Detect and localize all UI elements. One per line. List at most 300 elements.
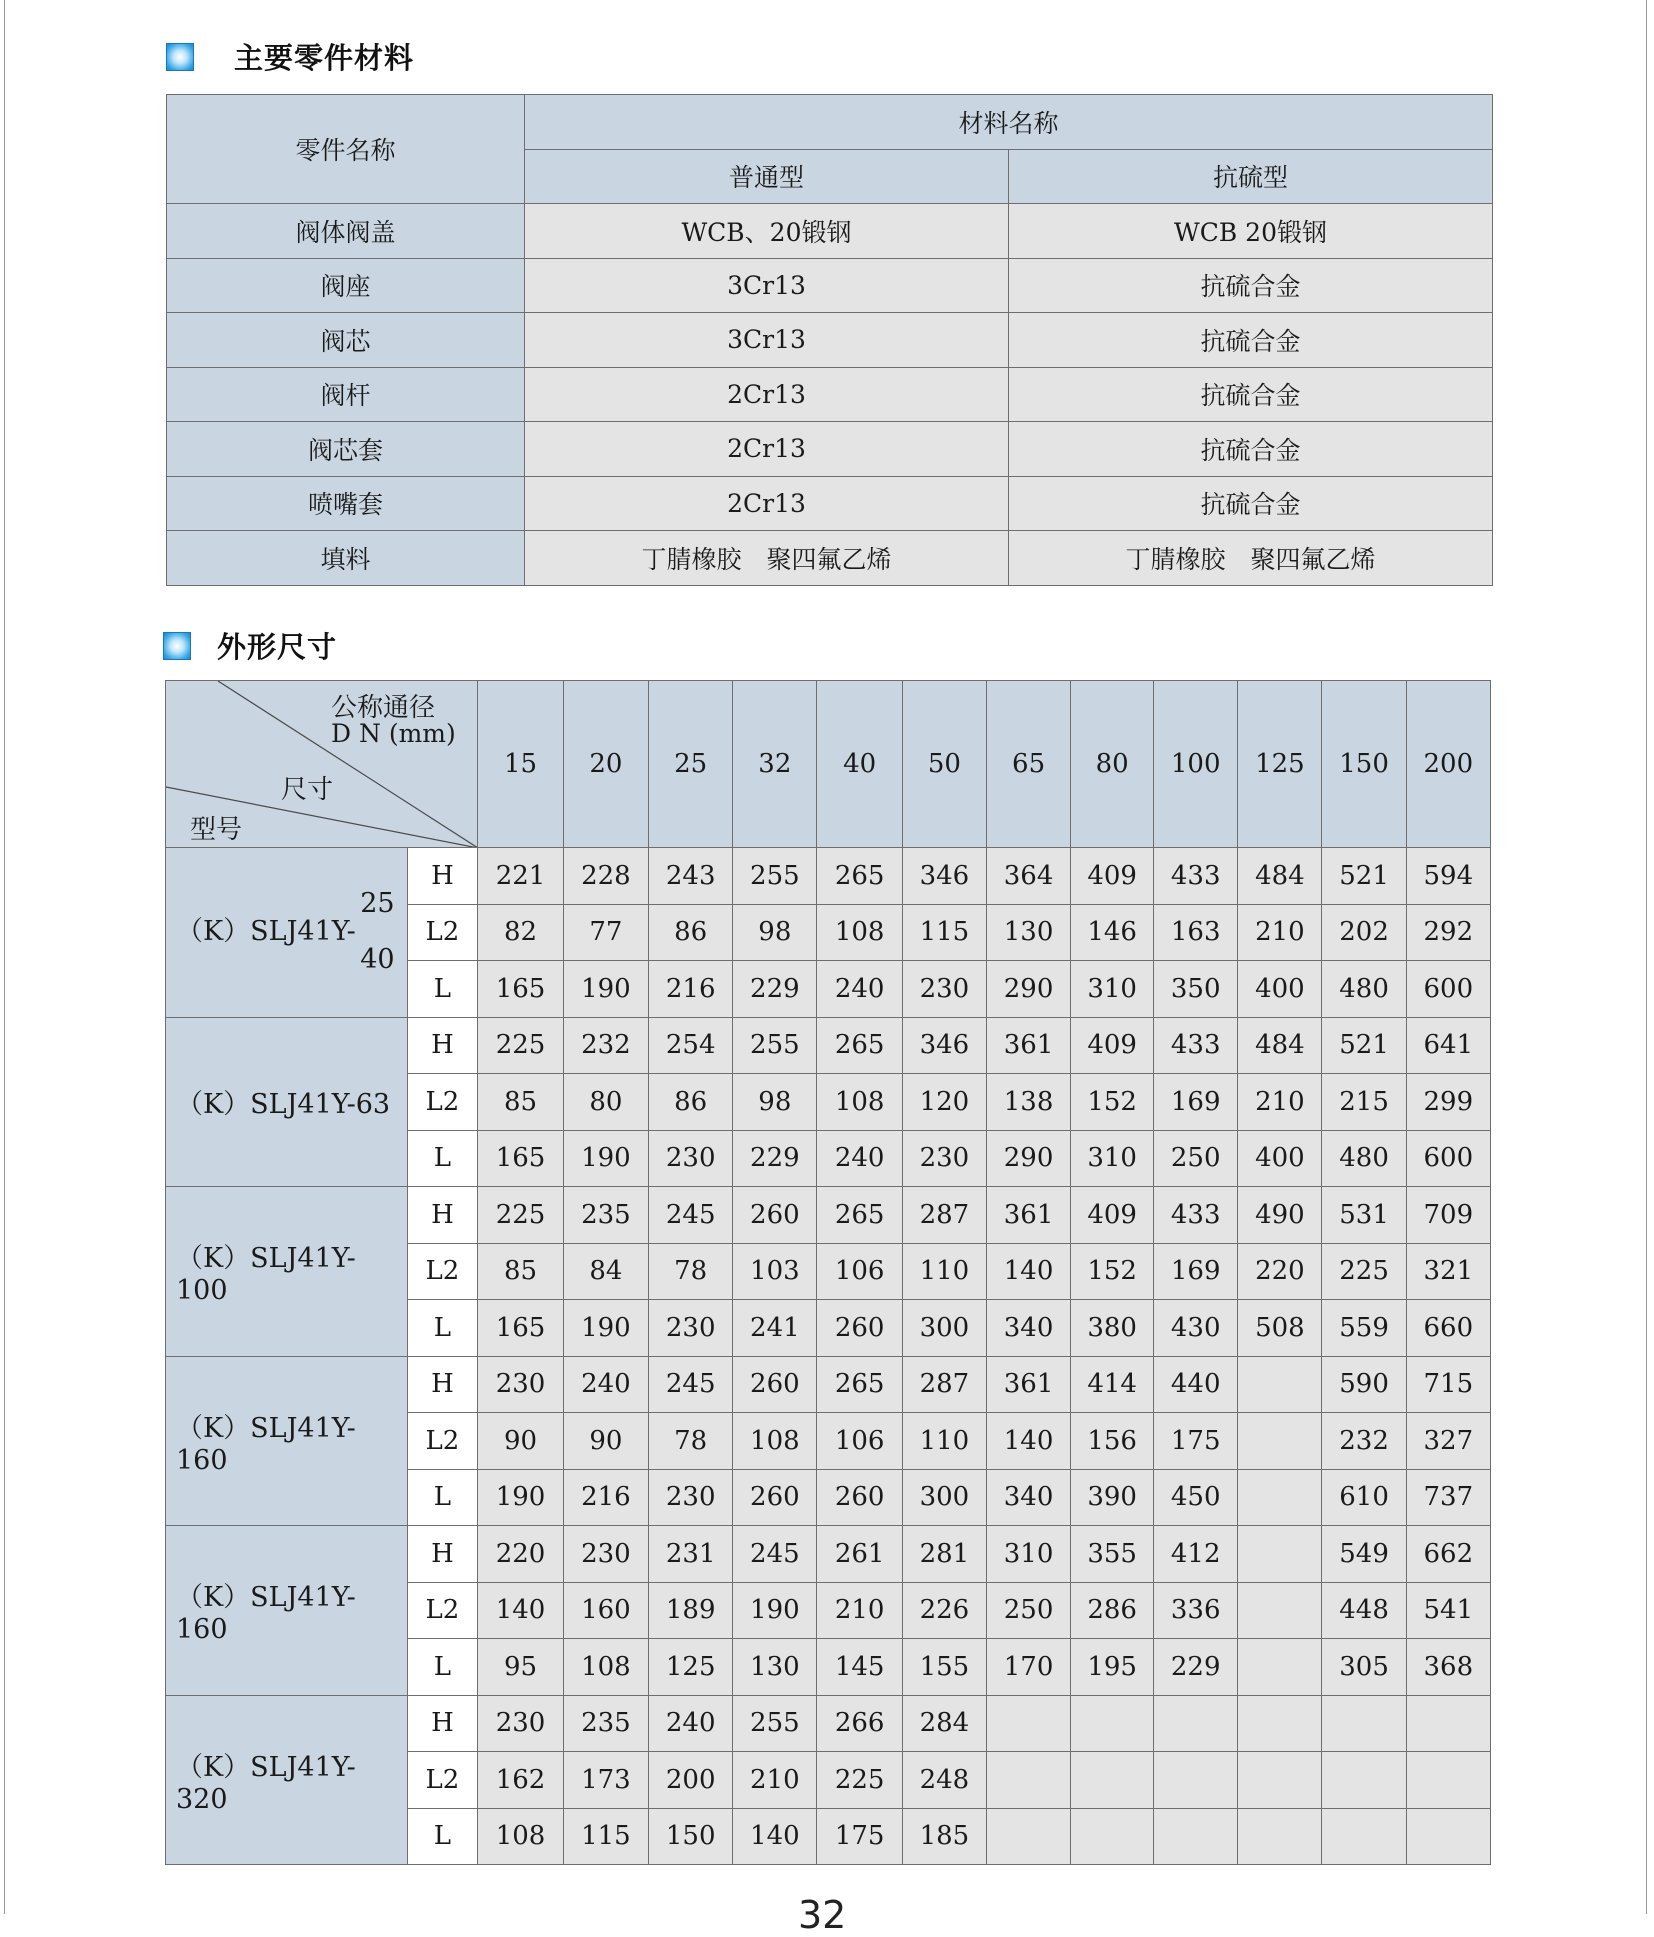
dimension-value-cell: 106: [817, 1413, 902, 1470]
dimension-value-cell: 531: [1322, 1187, 1406, 1244]
material-part-cell: 阀芯: [167, 313, 525, 368]
material-part-cell: 阀座: [167, 258, 525, 313]
model-text-part: 40: [360, 944, 395, 976]
dimension-value-cell: 412: [1154, 1526, 1238, 1583]
dimension-value-cell: 80: [563, 1074, 648, 1131]
dimension-value-cell: 243: [649, 848, 733, 905]
dimension-value-cell: [1238, 1808, 1322, 1865]
header-sulfur-type: 抗硫型: [1009, 149, 1493, 204]
dimension-value-cell: 202: [1322, 904, 1406, 961]
dimension-value-cell: 221: [478, 848, 563, 905]
dimension-label-cell: L2: [407, 1413, 478, 1470]
dimension-value-cell: 299: [1406, 1074, 1490, 1131]
material-part-cell: 阀芯套: [167, 422, 525, 477]
dimension-value-cell: [1154, 1808, 1238, 1865]
dimension-value-cell: 600: [1406, 961, 1490, 1018]
dimension-value-cell: 90: [478, 1413, 563, 1470]
dimension-label-cell: L2: [407, 904, 478, 961]
dimension-value-cell: 145: [817, 1639, 902, 1696]
dimension-value-cell: 400: [1238, 961, 1322, 1018]
material-row: [167, 258, 1493, 313]
dimension-value-cell: 261: [817, 1526, 902, 1583]
dimension-value-cell: 240: [817, 961, 902, 1018]
dimension-value-cell: 86: [649, 904, 733, 961]
dn-header-cell: 150: [1322, 681, 1406, 848]
dimension-value-cell: [1238, 1526, 1322, 1583]
dimension-value-cell: 130: [987, 904, 1071, 961]
material-normal-cell: 2Cr13: [525, 476, 1009, 531]
dimension-value-cell: 175: [817, 1808, 902, 1865]
dimension-value-cell: 300: [902, 1300, 986, 1357]
material-normal-cell: 3Cr13: [525, 258, 1009, 313]
dimension-label-cell: H: [407, 848, 478, 905]
dimension-value-cell: 156: [1071, 1413, 1154, 1470]
material-sulfur-cell: 抗硫合金: [1009, 422, 1493, 477]
material-part-cell: 阀杆: [167, 367, 525, 422]
dimension-value-cell: 120: [902, 1074, 986, 1131]
dimension-value-cell: 255: [733, 1017, 817, 1074]
dimension-value-cell: 433: [1154, 848, 1238, 905]
section-square-icon: [163, 632, 191, 660]
dimension-value-cell: 78: [649, 1243, 733, 1300]
dimension-label-cell: L: [407, 1130, 478, 1187]
dimension-label-cell: L: [407, 1808, 478, 1865]
dimension-value-cell: [1238, 1695, 1322, 1752]
dimension-label-cell: L: [407, 1469, 478, 1526]
dimension-value-cell: 108: [817, 904, 902, 961]
dimension-value-cell: 216: [649, 961, 733, 1018]
dimension-value-cell: 210: [1238, 904, 1322, 961]
dimension-value-cell: 265: [817, 1187, 902, 1244]
dimension-value-cell: [1238, 1752, 1322, 1809]
dimension-value-cell: [1154, 1695, 1238, 1752]
dimension-value-cell: 361: [987, 1017, 1071, 1074]
dimension-value-cell: 216: [563, 1469, 648, 1526]
dn-header-cell: 65: [987, 681, 1071, 848]
dimension-value-cell: 190: [563, 1300, 648, 1357]
dimensions-table: [165, 680, 1491, 1865]
dimension-value-cell: 115: [563, 1808, 648, 1865]
material-row: [167, 204, 1493, 259]
dn-header-cell: 15: [478, 681, 563, 848]
dimension-value-cell: 106: [817, 1243, 902, 1300]
dimension-label-cell: L2: [407, 1074, 478, 1131]
dn-header-cell: 200: [1406, 681, 1490, 848]
dn-header-cell: 32: [733, 681, 817, 848]
dimension-value-cell: 140: [987, 1413, 1071, 1470]
dimension-value-cell: 255: [733, 1695, 817, 1752]
dimension-value-cell: 108: [817, 1074, 902, 1131]
dimension-value-cell: [1238, 1469, 1322, 1526]
dimension-value-cell: 641: [1406, 1017, 1490, 1074]
dimension-value-cell: 245: [649, 1356, 733, 1413]
materials-section-header: [166, 36, 414, 77]
dimension-value-cell: 709: [1406, 1187, 1490, 1244]
material-part-cell: 阀体阀盖: [167, 204, 525, 259]
dimension-value-cell: 450: [1154, 1469, 1238, 1526]
dimension-value-cell: 190: [733, 1582, 817, 1639]
dimension-value-cell: 286: [1071, 1582, 1154, 1639]
material-normal-cell: 2Cr13: [525, 422, 1009, 477]
dimension-value-cell: 160: [563, 1582, 648, 1639]
dimension-label-cell: L: [407, 1639, 478, 1696]
dimension-value-cell: 260: [733, 1469, 817, 1526]
material-sulfur-cell: WCB 20锻钢: [1009, 204, 1493, 259]
dimension-value-cell: 230: [563, 1526, 648, 1583]
dimension-value-cell: 210: [817, 1582, 902, 1639]
dimension-label-cell: L2: [407, 1243, 478, 1300]
dimension-value-cell: [1071, 1695, 1154, 1752]
dimension-value-cell: 82: [478, 904, 563, 961]
dn-header-cell: 80: [1071, 681, 1154, 848]
dimension-value-cell: 230: [478, 1695, 563, 1752]
dimension-value-cell: 290: [987, 961, 1071, 1018]
dimension-value-cell: 231: [649, 1526, 733, 1583]
dimension-value-cell: 165: [478, 1130, 563, 1187]
dimension-value-cell: 229: [1154, 1639, 1238, 1696]
dimension-label-cell: L2: [407, 1582, 478, 1639]
dimension-value-cell: 355: [1071, 1526, 1154, 1583]
corner-dn-unit: D N (mm): [331, 719, 456, 748]
dimension-value-cell: 162: [478, 1752, 563, 1809]
dimension-value-cell: 260: [817, 1469, 902, 1526]
dimension-label-cell: L: [407, 1300, 478, 1357]
dimension-value-cell: [1238, 1582, 1322, 1639]
dimension-value-cell: 368: [1406, 1639, 1490, 1696]
dimension-value-cell: 340: [987, 1300, 1071, 1357]
dimension-value-cell: 230: [649, 1130, 733, 1187]
dimension-value-cell: 230: [902, 1130, 986, 1187]
dimension-value-cell: 409: [1071, 1187, 1154, 1244]
dimension-value-cell: 241: [733, 1300, 817, 1357]
dn-header-cell: 50: [902, 681, 986, 848]
material-sulfur-cell: 抗硫合金: [1009, 367, 1493, 422]
dimension-value-cell: 715: [1406, 1356, 1490, 1413]
dimension-label-cell: H: [407, 1017, 478, 1074]
dimension-value-cell: 250: [987, 1582, 1071, 1639]
materials-table: [166, 94, 1493, 586]
dimension-value-cell: 390: [1071, 1469, 1154, 1526]
dimension-label-cell: L2: [407, 1752, 478, 1809]
dimension-value-cell: 266: [817, 1695, 902, 1752]
dimension-value-cell: 125: [649, 1639, 733, 1696]
material-row: [167, 313, 1493, 368]
dimension-value-cell: 190: [563, 961, 648, 1018]
dimension-value-cell: 549: [1322, 1526, 1406, 1583]
dimension-value-cell: 169: [1154, 1074, 1238, 1131]
section-square-icon: [166, 43, 194, 71]
dimension-value-cell: 108: [478, 1808, 563, 1865]
dimension-value-cell: 245: [649, 1187, 733, 1244]
dimension-value-cell: 336: [1154, 1582, 1238, 1639]
dimension-value-cell: 433: [1154, 1187, 1238, 1244]
dimension-value-cell: 340: [987, 1469, 1071, 1526]
dimension-value-cell: 235: [563, 1695, 648, 1752]
material-normal-cell: 2Cr13: [525, 367, 1009, 422]
dimension-value-cell: 189: [649, 1582, 733, 1639]
dimension-value-cell: 284: [902, 1695, 986, 1752]
dimension-value-cell: 229: [733, 1130, 817, 1187]
dimension-value-cell: 541: [1406, 1582, 1490, 1639]
dimension-value-cell: 210: [1238, 1074, 1322, 1131]
header-normal-type: 普通型: [525, 149, 1009, 204]
dimension-value-cell: 480: [1322, 1130, 1406, 1187]
dimension-value-cell: 226: [902, 1582, 986, 1639]
dimension-value-cell: [1071, 1752, 1154, 1809]
dimension-value-cell: 150: [649, 1808, 733, 1865]
dn-header-cell: 100: [1154, 681, 1238, 848]
dimension-value-cell: 77: [563, 904, 648, 961]
material-sulfur-cell: 抗硫合金: [1009, 476, 1493, 531]
model-cell: （K）SLJ41Y-100: [166, 1187, 408, 1357]
dimension-value-cell: 146: [1071, 904, 1154, 961]
model-cell: （K）SLJ41Y-63: [166, 1017, 408, 1187]
dimension-value-cell: 98: [733, 1074, 817, 1131]
dimension-value-cell: 254: [649, 1017, 733, 1074]
dimension-row: [166, 1187, 1491, 1244]
dimension-value-cell: 225: [478, 1187, 563, 1244]
dimension-value-cell: 152: [1071, 1243, 1154, 1300]
dimension-value-cell: [1406, 1752, 1490, 1809]
dn-header-cell: 125: [1238, 681, 1322, 848]
dimension-value-cell: [1322, 1752, 1406, 1809]
dimension-value-cell: [1406, 1808, 1490, 1865]
dimension-value-cell: [987, 1752, 1071, 1809]
dimension-value-cell: 228: [563, 848, 648, 905]
material-part-cell: 喷嘴套: [167, 476, 525, 531]
dimension-value-cell: 414: [1071, 1356, 1154, 1413]
dimension-value-cell: 169: [1154, 1243, 1238, 1300]
dimension-value-cell: 215: [1322, 1074, 1406, 1131]
dimension-value-cell: 364: [987, 848, 1071, 905]
dimension-value-cell: 175: [1154, 1413, 1238, 1470]
dimension-value-cell: 185: [902, 1808, 986, 1865]
page-number: 32: [798, 1893, 847, 1937]
dimension-value-cell: 200: [649, 1752, 733, 1809]
dimension-value-cell: 508: [1238, 1300, 1322, 1357]
dn-header-cell: 25: [649, 681, 733, 848]
dn-header-cell: 20: [563, 681, 648, 848]
dimension-value-cell: 155: [902, 1639, 986, 1696]
material-row: [167, 367, 1493, 422]
dimension-value-cell: 361: [987, 1356, 1071, 1413]
dimension-value-cell: 281: [902, 1526, 986, 1583]
dimension-value-cell: 310: [1071, 961, 1154, 1018]
dimension-value-cell: 210: [733, 1752, 817, 1809]
dimension-value-cell: 448: [1322, 1582, 1406, 1639]
dimension-value-cell: 85: [478, 1243, 563, 1300]
material-sulfur-cell: 抗硫合金: [1009, 258, 1493, 313]
dimension-value-cell: 103: [733, 1243, 817, 1300]
dimension-value-cell: 98: [733, 904, 817, 961]
dimension-value-cell: [1071, 1808, 1154, 1865]
dimension-value-cell: 380: [1071, 1300, 1154, 1357]
dimension-value-cell: 400: [1238, 1130, 1322, 1187]
dimension-value-cell: 90: [563, 1413, 648, 1470]
dimension-value-cell: 170: [987, 1639, 1071, 1696]
dimension-value-cell: 230: [649, 1300, 733, 1357]
model-cell: （K）SLJ41Y-160: [166, 1356, 408, 1526]
dimension-value-cell: 292: [1406, 904, 1490, 961]
material-normal-cell: 丁腈橡胶 聚四氟乙烯: [525, 531, 1009, 586]
dimension-value-cell: [1238, 1639, 1322, 1696]
dimension-value-cell: 260: [733, 1187, 817, 1244]
dimension-value-cell: 78: [649, 1413, 733, 1470]
dimension-value-cell: 430: [1154, 1300, 1238, 1357]
dimension-value-cell: 260: [817, 1300, 902, 1357]
dimension-value-cell: 165: [478, 1300, 563, 1357]
dimension-value-cell: 229: [733, 961, 817, 1018]
dimension-value-cell: 245: [733, 1526, 817, 1583]
dimension-value-cell: 290: [987, 1130, 1071, 1187]
dimension-value-cell: 232: [563, 1017, 648, 1074]
material-normal-cell: 3Cr13: [525, 313, 1009, 368]
dimension-value-cell: 230: [478, 1356, 563, 1413]
dimension-value-cell: 225: [1322, 1243, 1406, 1300]
dimension-value-cell: 321: [1406, 1243, 1490, 1300]
dimension-value-cell: 484: [1238, 1017, 1322, 1074]
dimension-value-cell: 409: [1071, 848, 1154, 905]
dimension-value-cell: 140: [478, 1582, 563, 1639]
dimension-value-cell: 230: [902, 961, 986, 1018]
dimension-value-cell: 235: [563, 1187, 648, 1244]
dimension-value-cell: 662: [1406, 1526, 1490, 1583]
dimension-value-cell: 220: [1238, 1243, 1322, 1300]
dimension-value-cell: 265: [817, 1356, 902, 1413]
dimension-value-cell: 310: [1071, 1130, 1154, 1187]
dimension-value-cell: [987, 1808, 1071, 1865]
dimension-value-cell: 225: [478, 1017, 563, 1074]
material-part-cell: 填料: [167, 531, 525, 586]
dimension-value-cell: 138: [987, 1074, 1071, 1131]
dimension-value-cell: 600: [1406, 1130, 1490, 1187]
materials-section-title: 主要零件材料: [234, 41, 415, 75]
dimension-value-cell: 590: [1322, 1356, 1406, 1413]
dimension-label-cell: H: [407, 1187, 478, 1244]
corner-header-cell: [166, 681, 478, 848]
model-text-part: （K）SLJ41Y-: [176, 916, 356, 948]
material-row: [167, 531, 1493, 586]
material-sulfur-cell: 丁腈橡胶 聚四氟乙烯: [1009, 531, 1493, 586]
dimension-value-cell: 250: [1154, 1130, 1238, 1187]
dimension-value-cell: 152: [1071, 1074, 1154, 1131]
dimension-value-cell: 230: [649, 1469, 733, 1526]
dimension-row: [166, 1526, 1491, 1583]
dimension-value-cell: 287: [902, 1356, 986, 1413]
dimension-value-cell: 484: [1238, 848, 1322, 905]
dimension-value-cell: 110: [902, 1243, 986, 1300]
dimension-value-cell: [987, 1695, 1071, 1752]
dimension-value-cell: [1238, 1356, 1322, 1413]
dimension-value-cell: 350: [1154, 961, 1238, 1018]
material-row: [167, 476, 1493, 531]
dimension-value-cell: 361: [987, 1187, 1071, 1244]
header-part-name: 零件名称: [167, 95, 525, 204]
dimension-value-cell: 660: [1406, 1300, 1490, 1357]
dimension-value-cell: 594: [1406, 848, 1490, 905]
header-material-name: 材料名称: [525, 95, 1493, 150]
dimension-value-cell: 480: [1322, 961, 1406, 1018]
dimension-value-cell: 346: [902, 848, 986, 905]
dimension-value-cell: 327: [1406, 1413, 1490, 1470]
dimension-value-cell: 140: [733, 1808, 817, 1865]
dimension-value-cell: 190: [563, 1130, 648, 1187]
dimension-value-cell: 85: [478, 1074, 563, 1131]
dimension-value-cell: 225: [817, 1752, 902, 1809]
dimension-value-cell: 409: [1071, 1017, 1154, 1074]
dimension-value-cell: 163: [1154, 904, 1238, 961]
dimension-value-cell: 433: [1154, 1017, 1238, 1074]
dimension-value-cell: 346: [902, 1017, 986, 1074]
dimension-value-cell: 240: [817, 1130, 902, 1187]
dimension-value-cell: 84: [563, 1243, 648, 1300]
dimension-value-cell: 190: [478, 1469, 563, 1526]
dimension-value-cell: [1322, 1695, 1406, 1752]
dimension-value-cell: [1154, 1752, 1238, 1809]
dimension-value-cell: 265: [817, 1017, 902, 1074]
dimension-value-cell: 610: [1322, 1469, 1406, 1526]
dimension-row: [166, 1695, 1491, 1752]
dimension-value-cell: 310: [987, 1526, 1071, 1583]
dimension-value-cell: 521: [1322, 848, 1406, 905]
dimension-value-cell: 240: [563, 1356, 648, 1413]
dimension-value-cell: 248: [902, 1752, 986, 1809]
dimension-value-cell: 255: [733, 848, 817, 905]
dimension-value-cell: 140: [987, 1243, 1071, 1300]
dimension-row: [166, 1017, 1491, 1074]
dimension-value-cell: 737: [1406, 1469, 1490, 1526]
dn-header-cell: 40: [817, 681, 902, 848]
material-sulfur-cell: 抗硫合金: [1009, 313, 1493, 368]
dimension-value-cell: [1322, 1808, 1406, 1865]
dimension-value-cell: [1406, 1695, 1490, 1752]
dimension-value-cell: 440: [1154, 1356, 1238, 1413]
dimension-value-cell: 300: [902, 1469, 986, 1526]
dimension-value-cell: [1238, 1413, 1322, 1470]
model-text-part: 25: [360, 888, 395, 920]
dimension-value-cell: 110: [902, 1413, 986, 1470]
dimension-value-cell: 195: [1071, 1639, 1154, 1696]
dimension-value-cell: 108: [563, 1639, 648, 1696]
dimension-value-cell: 86: [649, 1074, 733, 1131]
dimension-value-cell: 287: [902, 1187, 986, 1244]
dimension-value-cell: 490: [1238, 1187, 1322, 1244]
dimension-label-cell: L: [407, 961, 478, 1018]
corner-dn-label: 公称通径: [331, 693, 436, 723]
dimension-value-cell: 305: [1322, 1639, 1406, 1696]
corner-model-label: 型号: [190, 815, 243, 845]
dimension-value-cell: 260: [733, 1356, 817, 1413]
model-cell: （K）SLJ41Y-320: [166, 1695, 408, 1865]
dimension-value-cell: 165: [478, 961, 563, 1018]
dimension-value-cell: 108: [733, 1413, 817, 1470]
dimension-row: [166, 1356, 1491, 1413]
dimension-value-cell: 95: [478, 1639, 563, 1696]
model-cell: （K）SLJ41Y-160: [166, 1526, 408, 1696]
dimension-label-cell: H: [407, 1695, 478, 1752]
dimension-value-cell: 265: [817, 848, 902, 905]
material-row: [167, 422, 1493, 477]
dimension-label-cell: H: [407, 1526, 478, 1583]
dimension-value-cell: 559: [1322, 1300, 1406, 1357]
dimension-value-cell: 220: [478, 1526, 563, 1583]
model-cell: [166, 848, 408, 1018]
dimension-label-cell: H: [407, 1356, 478, 1413]
dimension-value-cell: 130: [733, 1639, 817, 1696]
dimension-value-cell: 173: [563, 1752, 648, 1809]
dimension-row: [166, 848, 1491, 905]
dimensions-section-title: 外形尺寸: [217, 630, 338, 664]
